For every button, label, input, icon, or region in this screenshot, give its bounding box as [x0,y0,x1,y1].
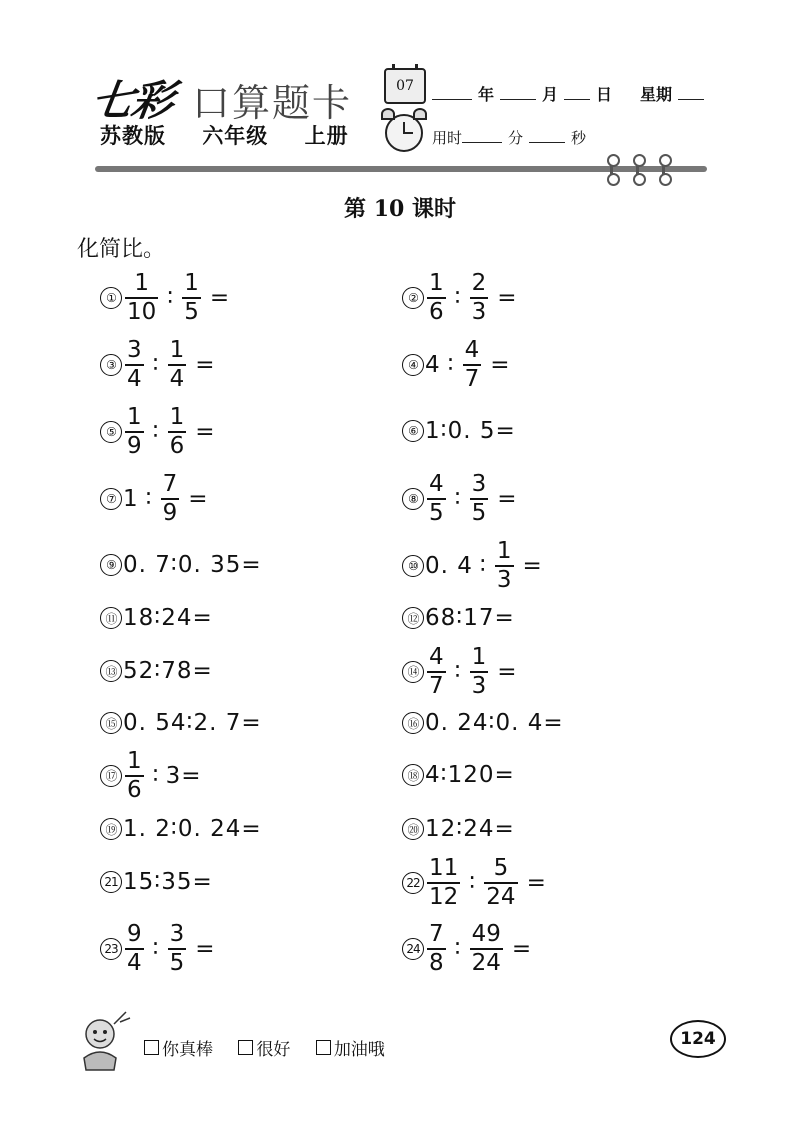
numerator: 1 [169,404,185,430]
expression-text: 1∶0. 5= [425,418,516,444]
ratio-sign: ∶ [152,351,159,378]
calendar-icon [384,68,426,104]
expression-text: 4 [425,351,441,378]
problem-number-badge: ⑦ [100,488,122,510]
denominator: 9 [162,499,178,526]
numerator: 7 [162,471,178,497]
numerator: 1 [134,270,149,296]
equals-sign: = [188,485,208,512]
equals-sign: = [526,869,546,896]
problem-9 [100,552,262,578]
fraction [182,272,201,324]
denominator: 5 [184,298,199,325]
fraction [168,923,187,975]
problem-4 [402,339,517,391]
check-good[interactable] [238,1035,290,1060]
problem-number-badge: ⑭ [402,661,424,683]
problem-number-badge: ② [402,287,424,309]
equals-sign: = [195,418,215,445]
numerator: 1 [184,270,199,296]
equals-sign: = [511,935,532,962]
equals-sign: = [195,351,215,378]
numerator: 1 [429,270,444,296]
check-keep-going[interactable] [316,1035,385,1060]
header-divider [95,166,707,172]
problem-number-badge: ⑮ [100,712,122,734]
denominator: 3 [496,566,512,593]
year-label: 年 [478,85,495,104]
seconds-label: 秒 [571,129,587,147]
fraction [470,646,489,698]
fraction [168,406,187,458]
year-blank[interactable] [432,85,472,100]
fraction [427,923,446,975]
expression-text: 1 [123,485,139,512]
ratio-sign: ∶ [145,485,152,512]
problem-12 [402,605,515,631]
problem-8 [402,473,524,525]
problem-number-badge: ⑨ [100,554,122,576]
date-fill-line [432,82,704,105]
denominator: 8 [429,949,444,976]
numerator: 1 [471,644,487,670]
month-blank[interactable] [500,85,536,100]
alarm-clock-icon [385,114,423,152]
ratio-sign: ∶ [167,284,174,311]
fraction [427,272,446,324]
ratio-sign: ∶ [152,762,159,789]
numerator: 4 [464,337,480,363]
numerator: 9 [127,921,142,947]
time-fill-line [432,127,592,148]
problem-2 [402,272,524,324]
problem-number-badge: ⑫ [402,607,424,629]
problem-number-badge: ⑯ [402,712,424,734]
binder-pin-icon [662,158,665,182]
problem-number-badge: 22 [402,872,424,894]
numerator: 5 [493,855,509,881]
problem-21 [100,869,213,895]
numerator: 1 [127,748,142,774]
problem-1 [100,272,236,324]
ratio-sign: ∶ [152,418,159,445]
problem-7 [100,473,215,525]
weekday-label: 星期 [640,85,673,104]
instruction: 化简比。 [77,237,166,262]
denominator: 4 [169,365,185,392]
problem-15 [100,710,262,736]
lesson-title: 第 10 课时 [344,196,456,222]
fraction [125,339,144,391]
denominator: 5 [169,949,185,976]
expression-text: 15∶35= [123,869,213,895]
equals-sign: = [522,552,542,579]
seconds-blank[interactable] [529,128,565,143]
denominator: 6 [169,432,185,459]
problem-20 [402,816,515,842]
problem-19 [100,816,262,842]
problem-3 [100,339,222,391]
fraction [125,406,144,458]
binder-pin-icon [636,158,639,182]
problem-11 [100,605,213,631]
check-great-label: 你真棒 [162,1040,213,1060]
equals-sign: = [209,284,230,311]
problem-number-badge: ⑰ [100,765,122,787]
expression-text: 52∶78= [123,658,213,684]
fraction [427,646,446,698]
denominator: 6 [429,298,444,325]
problem-17 [100,750,202,802]
fraction [168,339,187,391]
problem-number-badge: ⑱ [402,764,424,786]
fraction [125,750,144,802]
problem-6 [402,418,516,444]
numerator: 4 [429,471,444,497]
fraction [463,339,482,391]
denominator: 9 [127,432,142,459]
equals-sign: = [497,658,517,685]
cartoon-mascot-icon [70,1008,134,1072]
expression-text: 12∶24= [425,816,515,842]
ratio-sign: ∶ [447,351,454,378]
logo-title: 口算题卡 [192,81,353,125]
expression-text: 0. 54∶2. 7= [123,710,262,736]
expression-text: 68∶17= [425,605,515,631]
rating-checks [144,1035,405,1060]
fraction [495,540,514,592]
problem-number-badge: ⑤ [100,421,122,443]
fraction [484,857,517,909]
expression-text: 4∶120= [425,762,515,788]
edition-line [100,120,367,150]
denominator: 7 [429,672,444,699]
problem-14 [402,646,524,698]
problem-number-badge: ⑳ [402,818,424,840]
numerator: 1 [127,404,142,430]
ratio-sign: ∶ [152,935,159,962]
check-keep-going-label: 加油哦 [333,1040,385,1060]
weekday-blank[interactable] [678,85,704,100]
denominator: 5 [471,499,487,526]
problem-number-badge: ⑩ [402,555,424,577]
fraction [470,923,503,975]
problem-10 [402,540,549,592]
denominator: 10 [127,298,157,325]
numerator: 49 [471,921,501,947]
fraction [470,473,489,525]
numerator: 3 [471,471,487,497]
equals-sign: = [497,485,517,512]
problem-number-badge: ④ [402,354,424,376]
page-number: 124 [670,1020,726,1058]
minutes-blank[interactable] [462,128,502,143]
denominator: 7 [464,365,480,392]
problem-number-badge: ⑥ [402,420,424,442]
problem-number-badge: ③ [100,354,122,376]
edition-volume: 上册 [304,124,349,148]
problem-13 [100,658,213,684]
problem-number-badge: ⑧ [402,488,424,510]
equals-sign: = [490,351,510,378]
check-good-label: 很好 [256,1040,291,1060]
ratio-sign: ∶ [454,935,461,962]
expression-text: 0. 7∶0. 35= [123,552,262,578]
problem-number-badge: ⑲ [100,818,122,840]
time-prefix: 用时 [432,129,463,147]
numerator: 4 [429,644,444,670]
ratio-sign: ∶ [454,284,461,311]
problem-number-badge: 23 [100,938,122,960]
denominator: 24 [471,949,501,976]
equals-sign: = [497,284,517,311]
denominator: 3 [471,298,487,325]
expression-text: 1. 2∶0. 24= [123,816,262,842]
denominator: 5 [429,499,444,526]
binder-pin-icon [610,158,613,182]
denominator: 12 [429,883,459,910]
ratio-sign: ∶ [454,658,461,685]
ratio-sign: ∶ [469,869,476,896]
denominator: 4 [127,365,142,392]
fraction [427,857,460,909]
check-great[interactable] [144,1035,213,1060]
equals-sign: = [195,935,215,962]
numerator: 7 [429,921,444,947]
numerator: 1 [496,538,512,564]
fraction [470,272,489,324]
day-blank[interactable] [564,85,590,100]
problem-16 [402,710,564,736]
expression-text: 0. 4 [425,552,473,579]
edition-publisher: 苏教版 [100,124,166,148]
problem-23 [100,923,222,975]
problem-24 [402,923,538,975]
problem-number-badge: ① [100,287,122,309]
problem-18 [402,762,515,788]
numerator: 3 [127,337,142,363]
problem-number-badge: ⑬ [100,660,122,682]
expression-text: 3= [165,762,202,789]
fraction [161,473,180,525]
problem-22 [402,857,553,909]
problem-number-badge: ⑪ [100,607,122,629]
numerator: 2 [471,270,487,296]
numerator: 1 [169,337,185,363]
numerator: 11 [429,855,459,881]
edition-grade: 六年级 [202,124,269,148]
day-label: 日 [596,85,613,104]
fraction [125,272,158,324]
problem-number-badge: 24 [402,938,424,960]
logo-mark: 七彩 [88,76,176,125]
denominator: 3 [471,672,487,699]
minutes-label: 分 [508,129,524,147]
calendar-number: 07 [396,78,414,94]
denominator: 24 [486,883,516,910]
expression-text: 18∶24= [123,605,213,631]
month-label: 月 [542,85,559,104]
problem-number-badge: 21 [100,871,122,893]
fraction [427,473,446,525]
ratio-sign: ∶ [479,552,486,579]
denominator: 6 [127,776,142,803]
problem-5 [100,406,222,458]
numerator: 3 [169,921,185,947]
denominator: 4 [127,949,142,976]
expression-text: 0. 24∶0. 4= [425,710,564,736]
fraction [125,923,144,975]
ratio-sign: ∶ [454,485,461,512]
